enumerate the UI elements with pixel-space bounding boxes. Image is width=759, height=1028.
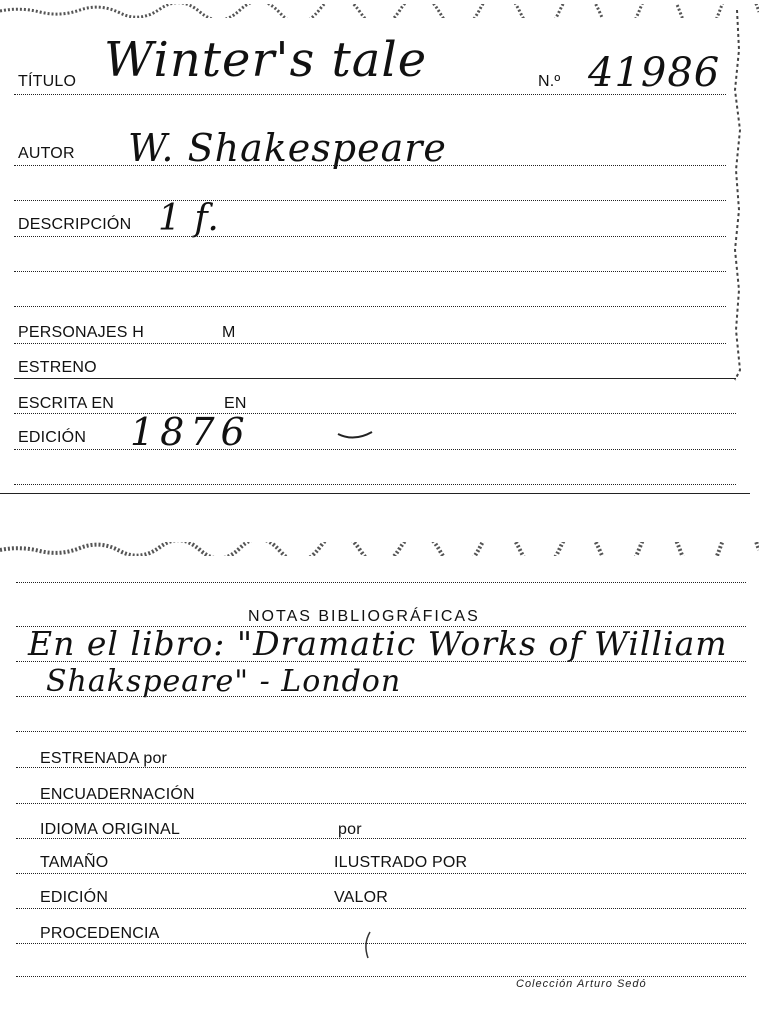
autor-label: AUTOR bbox=[18, 145, 75, 162]
tamano-line bbox=[16, 873, 746, 874]
catalog-card-top bbox=[0, 0, 759, 495]
blank-line-3 bbox=[14, 306, 726, 307]
torn-edge-right bbox=[731, 10, 753, 480]
catalog-card-bottom bbox=[0, 540, 759, 1010]
descripcion-label: DESCRIPCIÓN bbox=[18, 216, 132, 233]
blank-line-1 bbox=[14, 200, 726, 201]
escrita-en-label: ESCRITA EN bbox=[18, 395, 114, 412]
tamano-label: TAMAÑO bbox=[40, 854, 109, 871]
torn-edge-top bbox=[0, 4, 759, 18]
notes-line-2: Shakspeare" - London bbox=[46, 664, 402, 699]
encuadernacion-line bbox=[16, 803, 746, 804]
blank-line-6 bbox=[16, 731, 746, 732]
edicion-line bbox=[14, 449, 736, 450]
personajes-label: PERSONAJES H bbox=[18, 324, 144, 341]
blank-line-2 bbox=[14, 271, 726, 272]
estreno-label: ESTRENO bbox=[18, 359, 97, 376]
estreno-line bbox=[14, 378, 736, 379]
pen-stroke bbox=[336, 426, 376, 446]
ilustrado-por-label: ILUSTRADO POR bbox=[334, 854, 468, 871]
autor-handwritten: W. Shakespeare bbox=[128, 126, 447, 170]
titulo-handwritten: Winter's tale bbox=[104, 32, 428, 88]
personajes-m-label: M bbox=[222, 324, 236, 341]
collection-credit: Colección Arturo Sedó bbox=[516, 978, 647, 990]
escrita-en-2-label: EN bbox=[224, 395, 247, 412]
idioma-por-label: por bbox=[338, 821, 362, 838]
pen-mark bbox=[360, 930, 380, 970]
torn-edge-bottom-card bbox=[0, 542, 759, 556]
titulo-line bbox=[14, 94, 726, 95]
descripcion-handwritten: 1 f. bbox=[158, 198, 220, 239]
procedencia-label: PROCEDENCIA bbox=[40, 925, 160, 942]
edicion-bottom-line bbox=[16, 908, 746, 909]
notas-heading: NOTAS BIBLIOGRÁFICAS bbox=[248, 608, 480, 625]
numero-handwritten: 41986 bbox=[588, 50, 721, 96]
procedencia-line bbox=[16, 943, 746, 944]
descripcion-line bbox=[14, 236, 726, 237]
escrita-en-line bbox=[14, 413, 736, 414]
encuadernacion-label: ENCUADERNACIÓN bbox=[40, 786, 195, 803]
personajes-line bbox=[14, 343, 726, 344]
titulo-label: TÍTULO bbox=[18, 73, 77, 90]
notes-line-1: En el libro: "Dramatic Works of William bbox=[28, 624, 728, 663]
notes-line-2-rule bbox=[16, 696, 746, 697]
notes-line-1-rule bbox=[16, 661, 746, 662]
autor-line bbox=[14, 165, 726, 166]
edicion-label: EDICIÓN bbox=[18, 429, 87, 446]
edicion-handwritten: 1876 bbox=[130, 410, 251, 454]
valor-label: VALOR bbox=[334, 889, 389, 906]
estrenada-line bbox=[16, 767, 746, 768]
estrenada-por-label: ESTRENADA por bbox=[40, 750, 168, 767]
edicion-bottom-label: EDICIÓN bbox=[40, 889, 109, 906]
idioma-line bbox=[16, 838, 746, 839]
card-divider bbox=[0, 493, 750, 494]
blank-line-5 bbox=[16, 582, 746, 583]
idioma-original-label: IDIOMA ORIGINAL bbox=[40, 821, 180, 838]
numero-label: N.º bbox=[538, 73, 561, 90]
blank-line-7 bbox=[16, 976, 746, 977]
blank-line-4 bbox=[14, 484, 736, 485]
